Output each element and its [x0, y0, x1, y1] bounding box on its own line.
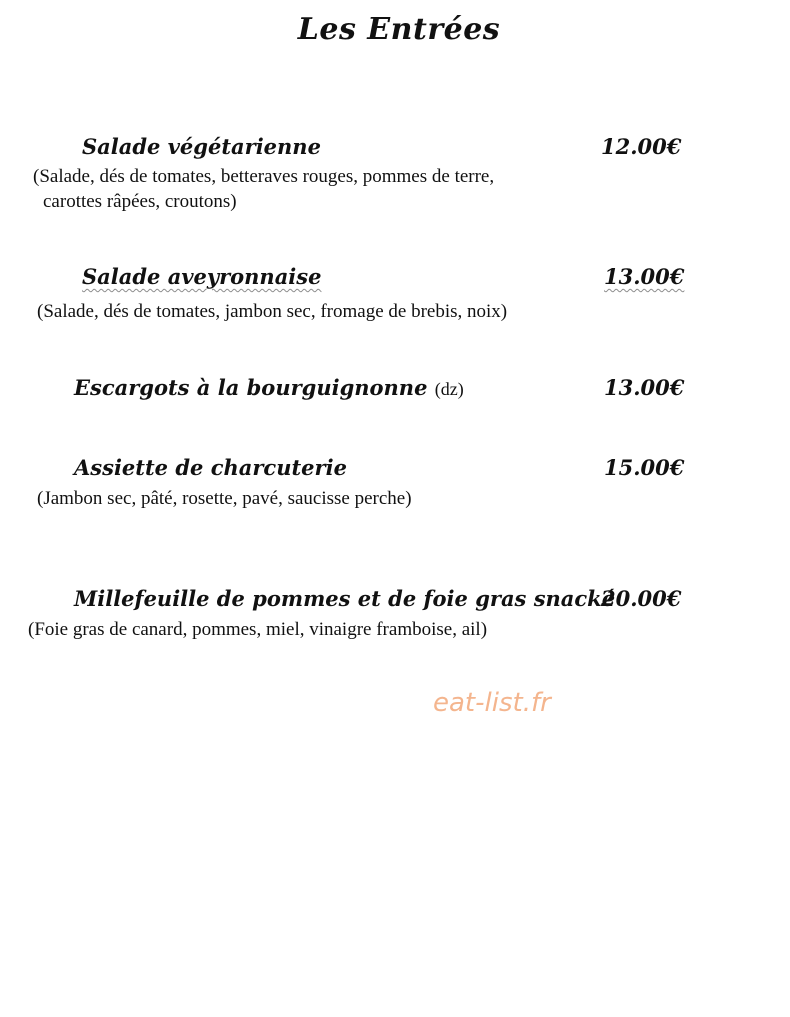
dish-price: 13.00€ — [604, 375, 685, 400]
dish-name — [74, 375, 464, 400]
dish-name: Assiette de charcuterie — [74, 455, 347, 480]
dish-name: Salade aveyronnaise — [82, 264, 322, 289]
watermark: eat-list.fr — [433, 688, 551, 718]
dish-name-text: Escargots à la bourguignonne — [74, 375, 428, 400]
dish-price: 13.00€ — [604, 264, 685, 289]
dish-price: 15.00€ — [604, 455, 685, 480]
dish-description: carottes râpées, croutons) — [43, 191, 237, 212]
dish-name: Salade végétarienne — [82, 134, 321, 159]
dish-description: (Jambon sec, pâté, rosette, pavé, saucisse perche) — [37, 488, 412, 509]
dish-price: 12.00€ — [601, 134, 682, 159]
dish-price: 20.00€ — [601, 586, 682, 611]
page-title: Les Entrées — [297, 12, 501, 47]
dish-name: Millefeuille de pommes et de foie gras snacké — [74, 586, 616, 611]
dish-description: (Salade, dés de tomates, betteraves rouges, pommes de terre, — [33, 166, 495, 187]
dish-description: (Salade, dés de tomates, jambon sec, fromage de brebis, noix) — [37, 301, 508, 322]
dish-description: (Foie gras de canard, pommes, miel, vinaigre framboise, ail) — [28, 619, 488, 640]
dish-note: (dz) — [434, 379, 464, 399]
